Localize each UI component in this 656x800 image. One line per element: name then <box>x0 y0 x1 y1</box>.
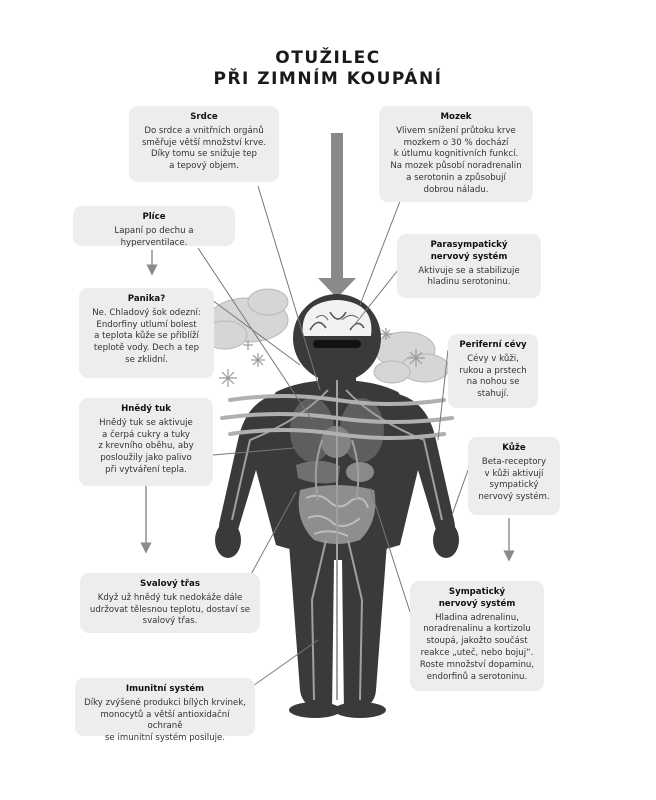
card-kuze <box>468 437 560 515</box>
title-line-2: PŘI ZIMNÍM KOUPÁNÍ <box>213 69 443 89</box>
card-body: Lapaní po dechu a hyperventilace. <box>114 225 194 248</box>
eyes <box>313 340 361 348</box>
card-sympaticky <box>410 581 544 691</box>
card-panika <box>79 288 214 378</box>
card-title: Sympatický nervový systém <box>438 587 516 609</box>
card-imunitni-system <box>75 678 255 744</box>
card-title: Imunitní systém <box>125 684 205 694</box>
card-body: Když už hnědý tuk nedokáže dále udržovat tělesnou teplotu, dostaví se svalový třas. <box>89 592 251 627</box>
card-title: Periferní cévy <box>459 340 527 350</box>
card-svalovy-tras <box>80 573 260 633</box>
card-body: Hladina adrenalinu, noradrenalinu a kortizolu stoupá, jakožto součást reakce „uteč, nebo bojuj“. Roste množství dopaminu, endorfinů a serotoninu. <box>419 612 535 682</box>
card-mozek <box>379 106 533 202</box>
card-periferni-cevy <box>448 334 538 408</box>
card-body: Vlivem snížení průtoku krve mozkem o 30 % dochází k útlumu kognitivních funkcí. Na mozek působí noradrenalin a serotonin a způsobují dobrou náladu. <box>390 125 522 195</box>
card-body: Cévy v kůži, rukou a prstech na nohou se stahují. <box>459 353 527 400</box>
card-srdce <box>129 106 279 182</box>
card-hnedy-tuk <box>79 398 213 486</box>
card-plice <box>73 206 235 246</box>
card-title: Svalový třas <box>140 579 200 589</box>
page-title <box>0 48 656 90</box>
card-title: Hnědý tuk <box>121 404 171 414</box>
card-title: Mozek <box>440 112 472 122</box>
card-body: Aktivuje se a stabilizuje hladinu serotoninu. <box>418 265 520 288</box>
title-line-1: OTUŽILEC <box>275 48 381 68</box>
card-body: Beta-receptory v kůži aktivují sympatický nervový systém. <box>478 456 550 503</box>
card-title: Srdce <box>190 112 218 122</box>
card-body: Ne. Chladový šok odezní: Endorfiny utlumí bolest a teplota kůže se přiblíží teplotě vody. Dech a tep se zklidní. <box>92 307 201 365</box>
card-title: Kůže <box>502 443 526 453</box>
card-body: Hnědý tuk se aktivuje a čerpá cukry a tuky z krevního oběhu, aby posloužily jako palivo při vytváření tepla. <box>98 417 194 475</box>
card-body: Díky zvýšené produkci bílých krvinek, monocytů a větší antioxidační ochraně se imunitní systém posiluje. <box>84 697 246 744</box>
cold-down-arrow <box>318 133 356 298</box>
card-title: Panika? <box>127 294 166 304</box>
card-title: Parasympatický nervový systém <box>430 240 508 262</box>
card-body: Do srdce a vnitřních orgánů směřuje větší množství krve. Díky tomu se snižuje tep a tepový objem. <box>141 125 267 172</box>
card-title: Plíce <box>142 212 166 222</box>
card-parasympaticky <box>397 234 541 298</box>
